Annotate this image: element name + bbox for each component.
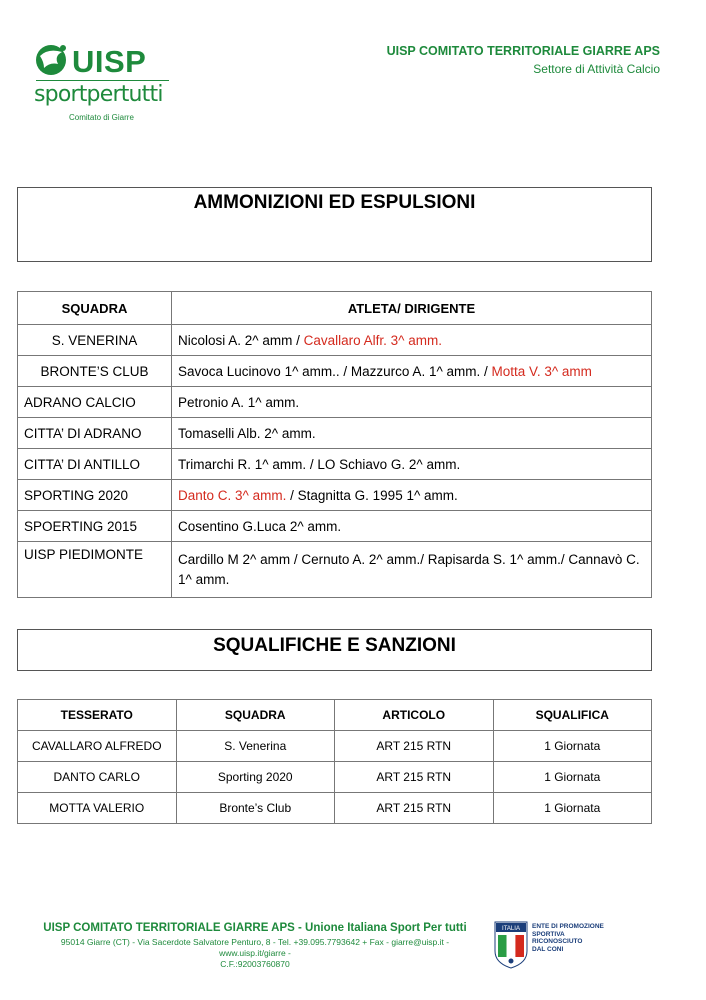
logo-wordmark: UISP <box>72 44 147 79</box>
table-row <box>18 387 652 418</box>
footer-address-line1: 95014 Giarre (CT) - Via Sacerdote Salvatore Penturo, 8 - Tel. +39.095.7793642 + Fax - giarre@uisp.it - www.uisp.it/giarre - <box>60 937 450 958</box>
athlete-cell <box>172 325 652 356</box>
footer-address <box>30 937 480 970</box>
coni-text-line: RICONOSCIUTO <box>532 938 583 945</box>
section2-title-box <box>17 629 652 671</box>
col-header-squadra: SQUADRA <box>18 292 172 325</box>
table-header-row <box>18 292 652 325</box>
team-cell: S. VENERINA <box>18 325 172 356</box>
athlete-text: Savoca Lucinovo 1^ amm.. / Mazzurco A. 1^ amm. / <box>178 363 492 379</box>
col-header-squadra: SQUADRA <box>176 700 335 731</box>
team-cell: CITTA’ DI ADRANO <box>18 418 172 449</box>
team-cell: UISP PIEDIMONTE <box>18 542 172 598</box>
footer-address-line2: C.F.:92003760870 <box>220 959 290 969</box>
athlete-text: Tomaselli Alb. 2^ amm. <box>178 425 316 441</box>
cell-squalifica: 1 Giornata <box>493 793 652 824</box>
table-row <box>18 325 652 356</box>
logo-comitato: Comitato di Giarre <box>69 113 134 122</box>
athlete-text: Nicolosi A. 2^ amm / <box>178 332 304 348</box>
table-row <box>18 793 652 824</box>
team-cell: ADRANO CALCIO <box>18 387 172 418</box>
warnings-table <box>17 291 652 598</box>
col-header-squalifica: SQUALIFICA <box>493 700 652 731</box>
cell-squadra: S. Venerina <box>176 731 335 762</box>
table-row <box>18 418 652 449</box>
section1-title: AMMONIZIONI ED ESPULSIONI <box>193 192 476 213</box>
athlete-cell <box>172 356 652 387</box>
coni-badge <box>494 921 614 971</box>
cell-articolo: ART 215 RTN <box>335 793 494 824</box>
section2-title: SQUALIFICHE E SANZIONI <box>213 635 456 656</box>
cell-articolo: ART 215 RTN <box>335 762 494 793</box>
runner-ball-icon <box>32 42 72 80</box>
cell-squalifica: 1 Giornata <box>493 731 652 762</box>
coni-label: ITALIA <box>502 926 520 932</box>
athlete-text: / Stagnitta G. 1995 1^ amm. <box>286 487 458 503</box>
col-header-articolo: ARTICOLO <box>335 700 494 731</box>
header-org-name: UISP COMITATO TERRITORIALE GIARRE APS <box>386 44 660 58</box>
athlete-text: Cardillo M 2^ amm / Cernuto A. 2^ amm./ Rapisarda S. 1^ amm./ Cannavò C. 1^ amm. <box>178 551 640 587</box>
italia-shield-icon <box>494 921 528 969</box>
table-row <box>18 480 652 511</box>
athlete-cell <box>172 449 652 480</box>
table-row <box>18 511 652 542</box>
team-cell: BRONTE’S CLUB <box>18 356 172 387</box>
logo-divider <box>36 80 169 81</box>
uisp-logo <box>32 42 177 127</box>
cell-squalifica: 1 Giornata <box>493 762 652 793</box>
athlete-text: Trimarchi R. 1^ amm. / LO Schiavo G. 2^ amm. <box>178 456 461 472</box>
cell-squadra: Bronte’s Club <box>176 793 335 824</box>
table-row <box>18 762 652 793</box>
table-row <box>18 356 652 387</box>
athlete-cell <box>172 387 652 418</box>
cell-squadra: Sporting 2020 <box>176 762 335 793</box>
cell-tesserato: CAVALLARO ALFREDO <box>18 731 177 762</box>
col-header-atleta: ATLETA/ DIRIGENTE <box>172 292 652 325</box>
table-row <box>18 731 652 762</box>
cell-tesserato: MOTTA VALERIO <box>18 793 177 824</box>
coni-text <box>532 923 604 953</box>
table-row <box>18 449 652 480</box>
logo-tagline: sportpertutti <box>34 82 163 107</box>
coni-text-line: DAL CONI <box>532 945 564 953</box>
coni-text-line: ENTE DI PROMOZIONE <box>532 923 604 930</box>
athlete-cell <box>172 480 652 511</box>
athlete-cell <box>172 511 652 542</box>
athlete-text-red: Danto C. 3^ amm. <box>178 487 287 503</box>
team-cell: SPOERTING 2015 <box>18 511 172 542</box>
col-header-tesserato: TESSERATO <box>18 700 177 731</box>
athlete-cell <box>172 418 652 449</box>
section1-title-box <box>17 187 652 262</box>
suspensions-table <box>17 699 652 824</box>
footer-title: UISP COMITATO TERRITORIALE GIARRE APS - Unione Italiana Sport Per tutti <box>43 922 467 934</box>
cell-articolo: ART 215 RTN <box>335 731 494 762</box>
team-cell: SPORTING 2020 <box>18 480 172 511</box>
athlete-text: Cosentino G.Luca 2^ amm. <box>178 518 342 534</box>
athlete-text-red: Cavallaro Alfr. 3^ amm. <box>303 332 443 348</box>
athlete-cell <box>172 542 652 598</box>
athlete-text: Petronio A. 1^ amm. <box>178 394 300 410</box>
team-cell: CITTA’ DI ANTILLO <box>18 449 172 480</box>
cell-tesserato: DANTO CARLO <box>18 762 177 793</box>
table-header-row <box>18 700 652 731</box>
table-row <box>18 542 652 598</box>
athlete-text-red: Motta V. 3^ amm <box>491 363 592 379</box>
coni-text-line: SPORTIVA <box>532 930 565 938</box>
header-sector: Settore di Attività Calcio <box>533 62 660 76</box>
